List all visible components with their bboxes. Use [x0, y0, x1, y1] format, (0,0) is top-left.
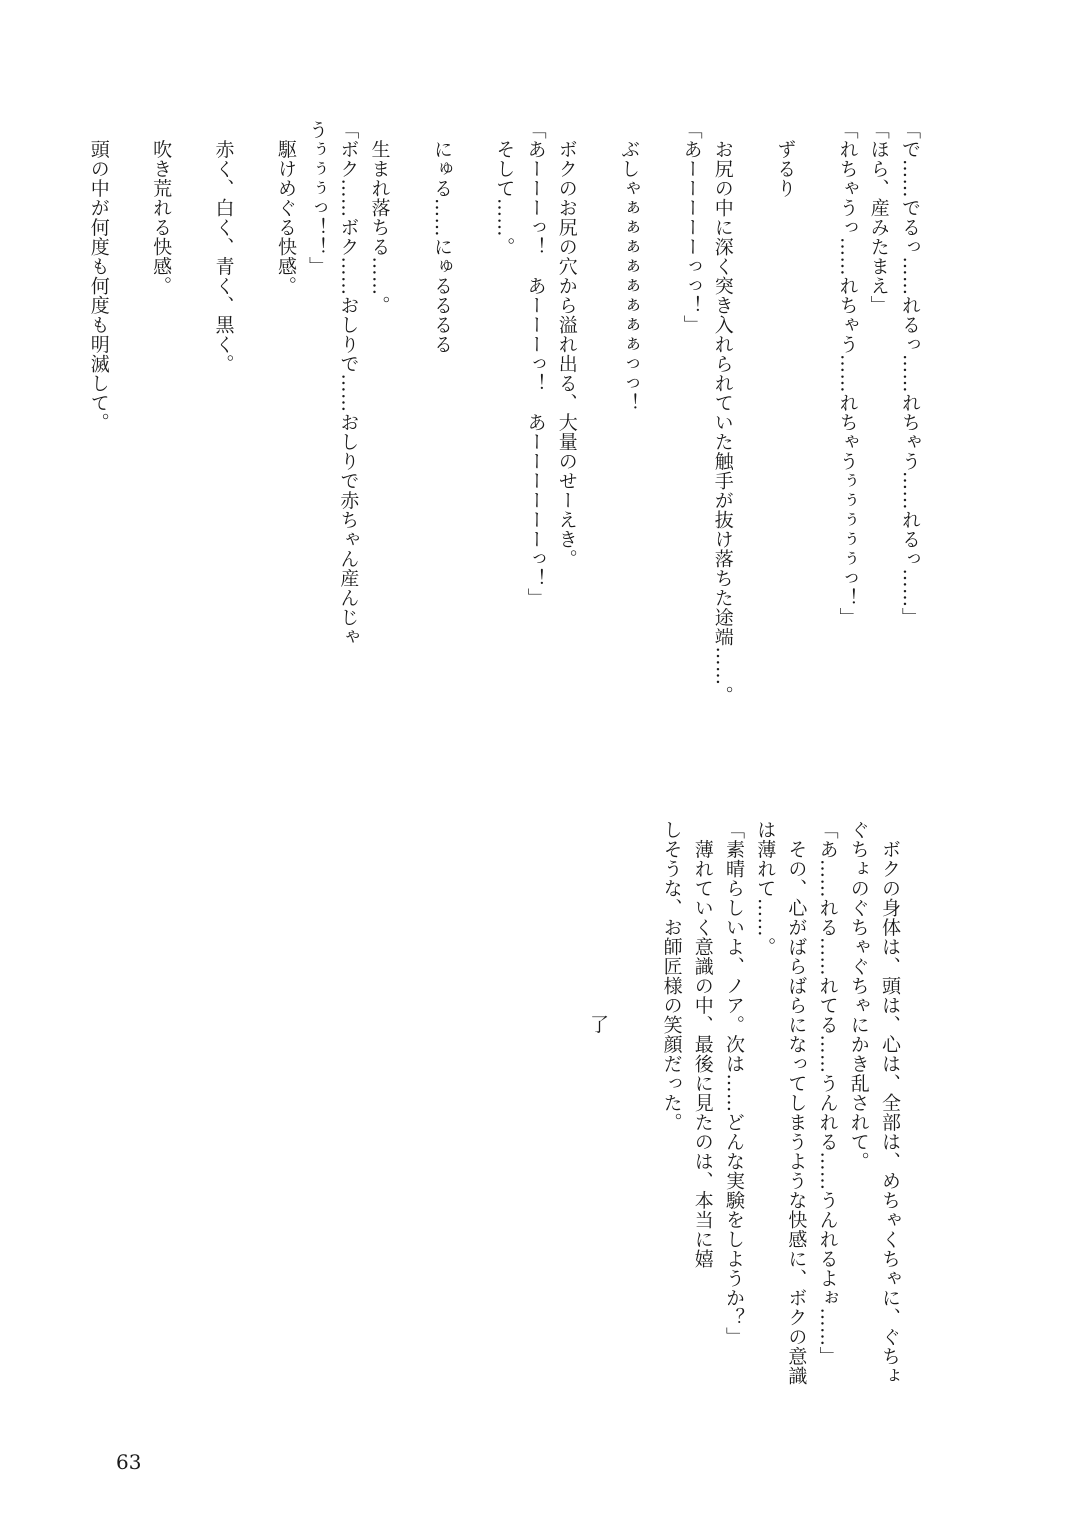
- text-line: にゅる……にゅるるるる: [430, 120, 453, 354]
- text-line: 「あーーーーーっっ！」: [680, 120, 703, 335]
- text-line: 頭の中が何度も何度も明滅して。: [87, 120, 110, 432]
- text-line: 生まれ落ちる……。: [368, 120, 391, 315]
- text-line: しそうな、お師匠様の笑顔だった。: [660, 820, 683, 1132]
- text-line: 「ボク……ボク……おしりで……おしりで赤ちゃん産んじゃ: [337, 120, 360, 647]
- text-line: [176, 120, 207, 760]
- text-line: [114, 120, 145, 760]
- text-line: ぐちょのぐちゃぐちゃにかき乱されて。: [847, 820, 870, 1171]
- text-line: お尻の中に深く突き入れられていた触手が抜け落ちた途端……。: [711, 120, 734, 705]
- text-line: ボクの身体は、頭は、心は、全部は、めちゃくちゃに、ぐちょ: [879, 820, 901, 1386]
- text-line: そして……。: [493, 120, 516, 257]
- text-line: 「あ……れる……れてる……うんれる……うんれるよぉ……」: [816, 820, 839, 1366]
- text-line: 「素晴らしいよ、ノア。次は……どんな実験をしようか？」: [722, 820, 745, 1347]
- text-line: [582, 120, 613, 760]
- text-line: [239, 120, 270, 760]
- text-line: 「あーーーっ！ あーーーっ！ あーーーーーーっ！」: [524, 120, 547, 608]
- text-line: ぶしゃぁぁぁぁぁぁぁぁっっ！: [618, 120, 641, 413]
- text-line: 「れちゃうっ……れちゃう……れちゃうぅぅぅぅぅっ！」: [836, 120, 859, 627]
- page-number: 63: [116, 1450, 142, 1474]
- text-line: [800, 120, 831, 760]
- text-line: は薄れて……。: [754, 820, 777, 957]
- text-line: 駆けめぐる快感。: [274, 120, 297, 296]
- text-line: [457, 120, 488, 760]
- text-line: ボクのお尻の穴から溢れ出る、大量のせーえき。: [555, 120, 578, 569]
- text-line: その、心がばらばらになってしまうような快感に、ボクの意識: [785, 820, 808, 1386]
- text-line: 「ほら、産みたまえ」: [867, 120, 890, 315]
- text-line: ずるり: [774, 120, 797, 198]
- text-line: 薄れていく意識の中、最後に見たのは、本当に嬉: [691, 820, 714, 1269]
- text-line: 吹き荒れる快感。: [150, 120, 173, 296]
- text-block-top: [83, 120, 925, 760]
- text-line: [644, 120, 675, 760]
- end-mark: 了: [590, 1014, 610, 1036]
- text-line: うぅぅぅっ！！」: [306, 120, 329, 276]
- text-line: 「で……でるっ……れるっ……れちゃう……れるっ……」: [899, 120, 921, 627]
- text-line: [738, 120, 769, 760]
- text-line: 赤く、白く、青く、黒く。: [212, 120, 235, 374]
- text-block-bottom: [655, 820, 905, 1470]
- text-line: [395, 120, 426, 760]
